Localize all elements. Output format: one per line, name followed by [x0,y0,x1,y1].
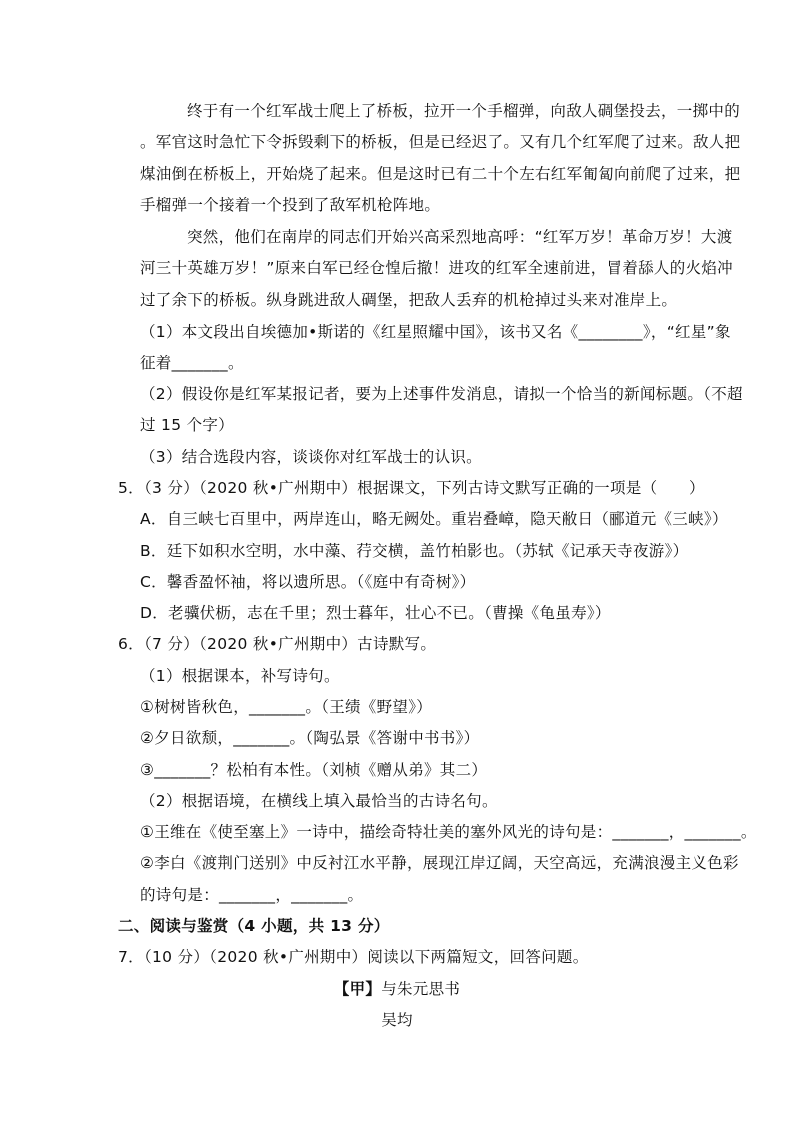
q4-sub2-line-1: （2）假设你是红军某报记者，要为上述事件发消息，请拟一个恰当的新闻标题。（不超 [140,385,743,403]
passage-p2-line-1: 突然，他们在南岸的同志们开始兴高采烈地高呼：“红军万岁！革命万岁！大渡 [187,228,733,246]
passage-p1-line-4: 手榴弹一个接着一个投到了敌军机枪阵地。 [140,196,441,214]
question-5-option-c: C．馨香盈怀袖，将以遗所思。（《庭中有奇树》） [140,573,476,591]
q4-sub1-line-2: 征着_______。 [140,354,244,372]
passage-p1-line-2: 。军官这时急忙下令拆毁剩下的桥板，但是已经迟了。又有几个红军爬了过来。敌人把 [140,133,741,151]
question-5-option-b: B．廷下如积水空明，水中藻、荇交横，盖竹柏影也。（苏轼《记承天寺夜游》） [140,542,689,560]
article-title [0,979,794,999]
article-author: 吴均 [381,1011,413,1029]
question-5-option-d: D．老骥伏枥，志在千里；烈士暮年，壮心不已。（曹操《龟虽寿》） [140,604,611,622]
question-6-sub1: （1）根据课本，补写诗句。 [140,667,340,685]
question-6-sub2: （2）根据语境，在横线上填入最恰当的古诗名句。 [140,792,498,810]
question-6-item-3: ③_______？松柏有本性。（刘桢《赠从弟》其二） [140,761,488,779]
passage-p1-line-3: 煤油倒在桥板上，开始烧了起来。但是这时已有二十个左右红军匍匐向前爬了过来，把 [140,165,741,183]
passage-p1-line-1: 终于有一个红军战士爬上了桥板，拉开一个手榴弹，向敌人碉堡投去，一掷中的 [187,102,741,120]
q4-sub1-line-1: （1）本文段出自埃德加•斯诺的《红星照耀中国》，该书又名《________》，“红星”象 [140,323,731,341]
article-title-text: 与朱元思书 [381,980,461,998]
question-6-item-1: ①树树皆秋色，_______。（王绩《野望》） [140,698,433,716]
q4-sub3: （3）结合选段内容，谈谈你对红军战士的认识。 [140,448,482,466]
section-2-heading: 二、阅读与鉴赏（4 小题，共 13 分） [118,917,390,935]
passage-p2-line-3: 过了余下的桥板。纵身跳进敌人碉堡，把敌人丢弃的机枪掉过头来对准岸上。 [140,291,678,309]
question-6-item-2: ②夕日欲颓，_______。（陶弘景《答谢中书书》） [140,729,480,747]
q4-sub2-line-2: 过 15 个字） [140,416,234,434]
question-7-stem: 7．（10 分）（2020 秋•广州期中）阅读以下两篇短文，回答问题。 [118,948,589,966]
question-5-option-a: A．自三峡七百里中，两岸连山，略无阙处。重岩叠嶂，隐天敝日（郦道元《三峡》） [140,510,728,528]
article-title-mark: 【甲】 [333,980,382,998]
question-6-item-5-line-2: 的诗句是：_______，_______。 [140,886,364,904]
question-6-stem: 6．（7 分）（2020 秋•广州期中）古诗默写。 [118,635,437,653]
passage-p2-line-2: 河三十英雄万岁！”原来白军已经仓惶后撤！进攻的红军全速前进，冒着舔人的火焰冲 [140,259,733,277]
question-6-item-5-line-1: ②李白《渡荆门送别》中反衬江水平静，展现江岸辽阔，天空高远，充满浪漫主义色彩 [140,854,739,872]
question-6-item-4: ①王维在《使至塞上》一诗中，描绘奇特壮美的塞外风光的诗句是：_______，_______。 [140,823,757,841]
question-5-stem: 5．（3 分）（2020 秋•广州期中）根据课文，下列古诗文默写正确的一项是（ ） [118,479,705,497]
